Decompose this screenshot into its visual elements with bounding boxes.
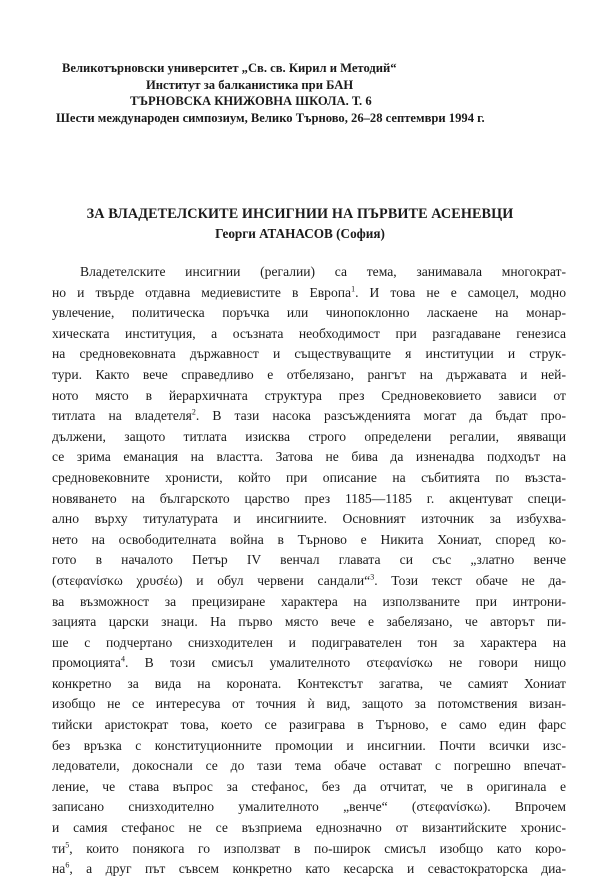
body-line: [52, 262, 566, 283]
footnote-marker: 3: [370, 572, 375, 582]
body-line-text: записано снизходително умалителното „венче“ (στεφανίσκω). Впрочем: [52, 799, 566, 815]
body-line: [52, 592, 566, 613]
body-line: [52, 633, 566, 654]
article-body: [52, 262, 566, 880]
body-line: [52, 694, 566, 715]
body-line-text: ледователи, докоснали се до тази тема обаче остават с погрешно впечат-: [52, 758, 566, 774]
body-line: [52, 406, 566, 427]
body-line: [52, 489, 566, 510]
body-line-text: нето на освободителната война в Търново е Никита Хониат, според ко-: [52, 531, 566, 547]
body-line: [52, 839, 566, 860]
header-university: Великотърновски университет „Св. св. Кирил и Методий“: [62, 61, 397, 75]
body-line-text: Владетелските инсигнии (регалии) са тема, занимавала многократ-: [80, 264, 566, 279]
footnote-marker: 1: [351, 284, 356, 294]
body-line: [52, 324, 566, 345]
body-line-text: . В тази насока разсъжденията могат да бъдат про-: [195, 408, 566, 424]
body-line-text: промоцията: [52, 655, 121, 671]
body-line: [52, 674, 566, 695]
body-line: [52, 715, 566, 736]
body-line: [52, 365, 566, 386]
header-symposium: Шести международен симпозиум, Велико Търново, 26–28 септември 1994 г.: [56, 110, 485, 125]
body-line: [52, 386, 566, 407]
body-line-text: ление, че става въпрос за стефанос, без да отчитат, че в оригинала е: [52, 778, 566, 794]
body-line: [52, 283, 566, 304]
body-line-text: конкретно за вида на короната. Контекстът загатва, че самият Хониат: [52, 675, 566, 691]
body-line-text: на средновековната държавност и съществуващите я институции и струк-: [52, 346, 566, 362]
footnote-marker: 5: [65, 840, 70, 850]
body-line-text: на: [52, 861, 66, 877]
body-line-text: и самия стефанос не се възприема еднозначно от византийските хронис-: [52, 820, 566, 836]
footnote-marker: 6: [65, 860, 70, 870]
body-line-text: хическата институция, а осъзната необходимост при разгадаване генезиса: [52, 325, 566, 341]
body-line: [52, 797, 566, 818]
body-line-text: ше с подчертано снизходителен и подигравателен тон за характера на: [52, 634, 566, 650]
body-line: [52, 427, 566, 448]
body-line-text: но и твърде отдавна медиевистите в Европа: [52, 284, 352, 300]
body-line-text: тури. Както вече справедливо е отбелязано, рангът на държавата и ней-: [52, 366, 566, 382]
body-line: [52, 777, 566, 798]
body-line: [52, 859, 566, 880]
body-line: [52, 653, 566, 674]
body-line: [52, 612, 566, 633]
body-line-text: . И това не е самоцел, модно: [355, 284, 566, 300]
body-line-text: увлечение, политическа поръчка или чинопоклонно ласкаене на монар-: [52, 305, 566, 321]
body-line-text: новяването на българското царство през 1185—1185 г. акцентуват специ-: [52, 490, 566, 506]
body-line: [52, 550, 566, 571]
body-line: [52, 571, 566, 592]
body-line: [52, 468, 566, 489]
body-line: [52, 509, 566, 530]
article-title: ЗА ВЛАДЕТЕЛСКИТЕ ИНСИГНИИ НА ПЪРВИТЕ АСЕНЕВЦИ: [86, 206, 514, 222]
body-line-text: . В този смисъл умалителното στεφανίσκω не говори нищо: [124, 655, 566, 671]
body-line-text: ното място в йерархичната структура през Средновековието зависи от: [52, 387, 566, 403]
body-line-text: ти: [52, 840, 66, 856]
body-line: [52, 818, 566, 839]
body-line-text: . Този текст обаче не да-: [374, 572, 566, 588]
body-line-text: без връзка с конституционните промоции и инсигнии. Почти всички изс-: [52, 737, 566, 753]
body-line-text: гото в началото Петър IV венчал главата си със „златно венче: [52, 552, 566, 568]
body-line: [52, 756, 566, 777]
footnote-marker: 4: [120, 654, 125, 664]
body-line-text: средновековните хронисти, който при описание на събитията по възста-: [52, 469, 566, 485]
body-line: [52, 736, 566, 757]
body-line: [52, 344, 566, 365]
article-author: Георги АТАНАСОВ (София): [215, 226, 385, 241]
body-line-text: , а друг път съвсем конкретно като кесарска и севастократорска диа-: [69, 861, 566, 877]
footnote-marker: 2: [191, 407, 196, 417]
body-line: [52, 447, 566, 468]
body-line-text: титлата на владетеля: [52, 408, 192, 424]
body-line-text: (στεφανίσκω χρυσέω) и обул червени сандали“: [52, 572, 371, 588]
body-line-text: се зрима еманация на властта. Затова не бива да изненадва подходът на: [52, 449, 566, 465]
header-volume: ТЪРНОВСКА КНИЖОВНА ШКОЛА. Т. 6: [130, 94, 372, 109]
body-line-text: тийски аристократ това, което се разиграва в Търново, е само един фарс: [52, 717, 566, 733]
body-line-text: дължени, защото титлата изисква строго определени регалии, явяващи: [52, 428, 566, 444]
body-line-text: ално върху титулатурата и инсигниите. Основният източник за избухва-: [52, 511, 566, 527]
body-line: [52, 303, 566, 324]
body-line-text: зацията царски знаци. На първо място вече е забелязано, че авторът пи-: [52, 614, 566, 630]
header-institute: Институт за балканистика при БАН: [146, 77, 354, 92]
body-line: [52, 530, 566, 551]
body-line-text: , които понякога го използват в по-широк смисъл изобщо като коро-: [69, 840, 566, 856]
body-line-text: изобщо не се интересува от точния ѝ вид, защото за потомствения визан-: [52, 696, 566, 712]
publication-header: [56, 60, 560, 126]
body-line-text: ва възможност за прецизиране характера на използваните при интрони-: [52, 593, 566, 609]
